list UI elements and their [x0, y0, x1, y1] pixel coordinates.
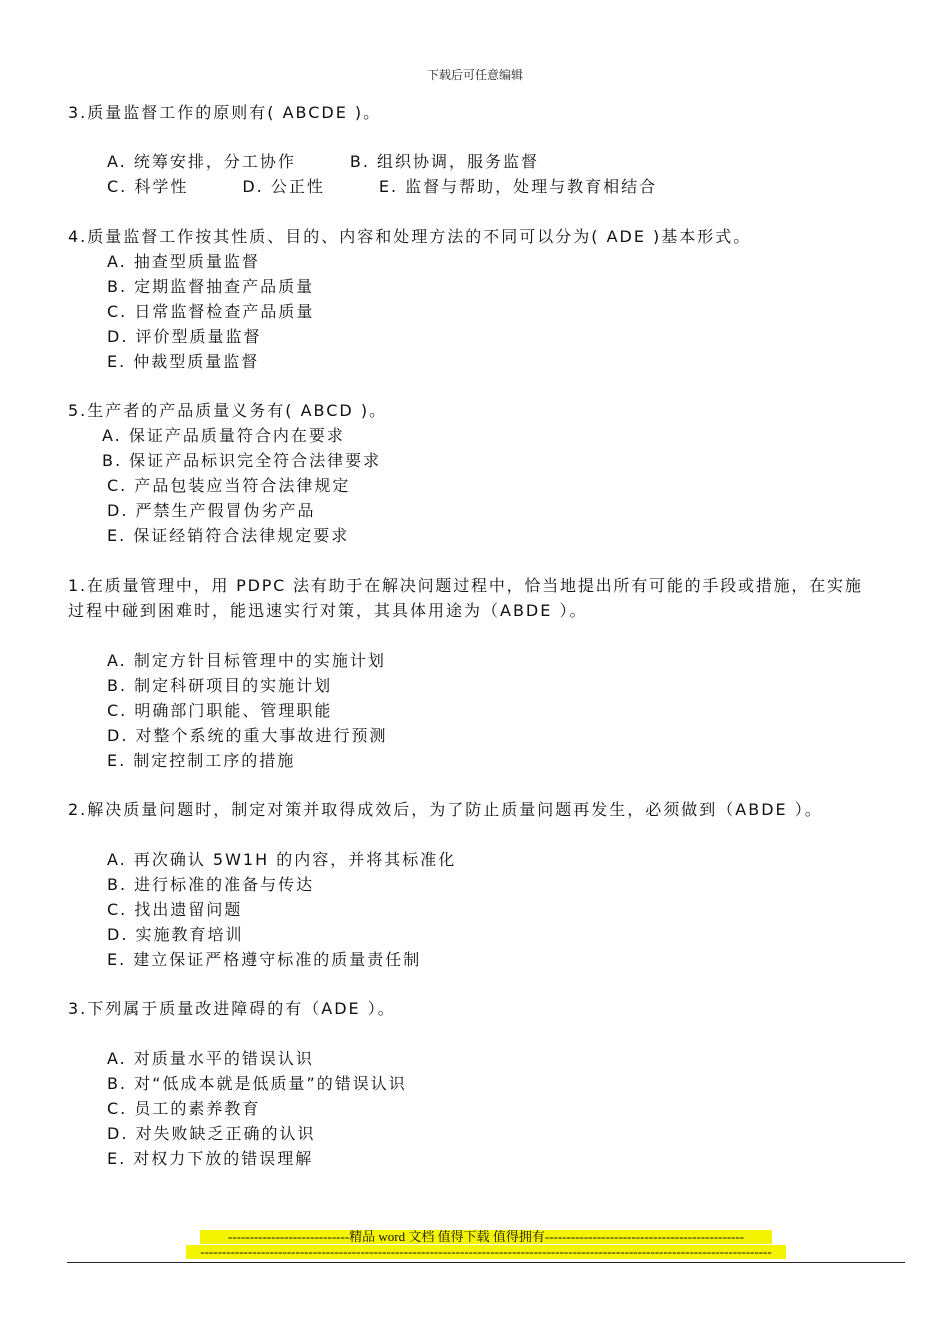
option-item: D. 对失败缺乏正确的认识 — [107, 1124, 316, 1143]
option-item: B. 进行标准的准备与传达 — [107, 875, 315, 894]
option-item: C. 日常监督检查产品质量 — [107, 302, 315, 321]
option-item: C. 产品包装应当符合法律规定 — [107, 476, 351, 495]
option-item: E. 制定控制工序的措施 — [107, 751, 296, 770]
option-item: D. 实施教育培训 — [107, 925, 244, 944]
option-item: D. 对整个系统的重大事故进行预测 — [107, 726, 388, 745]
option-item: E. 对权力下放的错误理解 — [107, 1149, 314, 1168]
question-stem: 过程中碰到困难时，能迅速实行对策，其具体用途为（ABDE ）。 — [68, 601, 588, 620]
option-item: A. 对质量水平的错误认识 — [107, 1049, 314, 1068]
option-item: B. 保证产品标识完全符合法律要求 — [102, 451, 382, 470]
option-item: A. 抽查型质量监督 — [107, 252, 260, 271]
option-item: E. 仲裁型质量监督 — [107, 352, 260, 371]
question-stem: 5.生产者的产品质量义务有( ABCD )。 — [68, 401, 388, 420]
footer-divider — [67, 1262, 905, 1263]
option-item: A. 制定方针目标管理中的实施计划 — [107, 651, 386, 670]
option-item: B. 制定科研项目的实施计划 — [107, 676, 333, 695]
option-row: C. 科学性 D. 公正性 E. 监督与帮助，处理与教育相结合 — [107, 177, 658, 196]
option-item: C. 员工的素养教育 — [107, 1099, 261, 1118]
option-item: E. 建立保证严格遵守标准的质量责任制 — [107, 950, 422, 969]
option-item: C. 明确部门职能、管理职能 — [107, 701, 333, 720]
option-item: D. 评价型质量监督 — [107, 327, 262, 346]
option-item: B. 定期监督抽查产品质量 — [107, 277, 315, 296]
option-item: D. 严禁生产假冒伪劣产品 — [107, 501, 316, 520]
page-header: 下载后可任意编辑 — [426, 68, 523, 82]
question-stem: 4.质量监督工作按其性质、目的、内容和处理方法的不同可以分为( ADE )基本形式。 — [68, 227, 752, 246]
option-item: A. 再次确认 5W1H 的内容，并将其标准化 — [107, 850, 457, 869]
option-item: B. 对“低成本就是低质量”的错误认识 — [107, 1074, 407, 1093]
option-item: C. 找出遗留问题 — [107, 900, 243, 919]
footer-banner: ----------------------------精品 word 文档 值得下载 值得拥有---------------------------------------------- — [200, 1230, 772, 1244]
option-item: E. 保证经销符合法律规定要求 — [107, 526, 350, 545]
footer-dash-line: ------------------------------------------------------------------------------------------------------------------------------------ — [186, 1245, 786, 1259]
question-stem: 1.在质量管理中，用 PDPC 法有助于在解决问题过程中，恰当地提出所有可能的手段或措施，在实施 — [68, 576, 863, 595]
option-item: A. 保证产品质量符合内在要求 — [102, 426, 345, 445]
option-row: A. 统筹安排，分工协作 B. 组织协调，服务监督 — [107, 152, 539, 171]
question-stem: 2.解决质量问题时，制定对策并取得成效后，为了防止质量问题再发生，必须做到（ABDE ）。 — [68, 800, 823, 819]
question-stem: 3.下列属于质量改进障碍的有（ADE ）。 — [68, 999, 396, 1018]
question-stem: 3.质量监督工作的原则有( ABCDE )。 — [68, 103, 382, 122]
